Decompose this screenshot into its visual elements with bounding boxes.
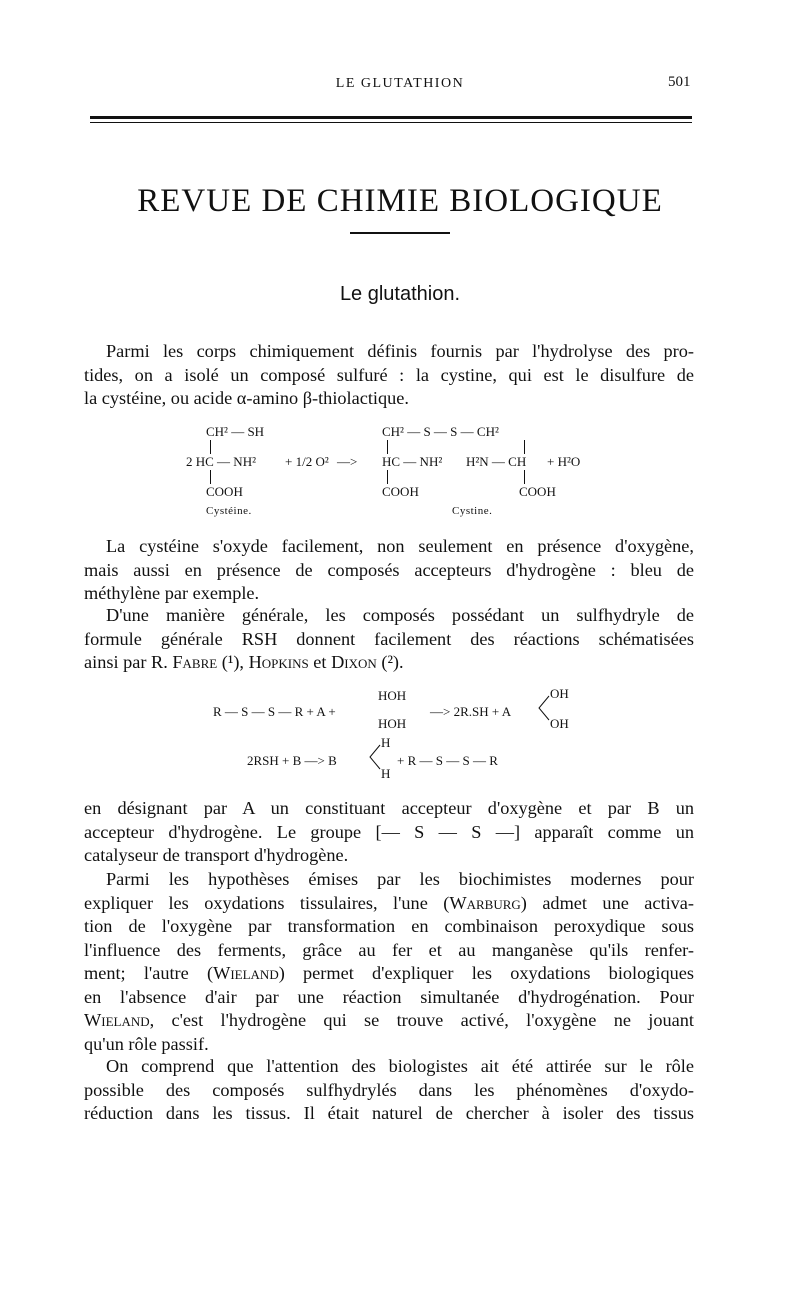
text-line	[84, 1009, 694, 1033]
text-line-citations	[84, 651, 694, 675]
text-line: mais aussi en présence de composés accepteurs d'hydrogène : bleu de	[84, 559, 694, 580]
running-header-title: LE GLUTATHION	[335, 76, 465, 91]
cystine-middle-left: HC — NH²	[382, 454, 443, 469]
text-line: Parmi les corps chimiquement définis fournis par l'hydrolyse des pro-	[106, 341, 694, 361]
equation-lhs: R — S — S — R + A +	[213, 704, 336, 719]
text-fragment: ) permet d'expliquer les oxydations biologiques	[278, 963, 694, 983]
paragraph-biologists	[84, 1055, 694, 1126]
citation-ref-1: (¹),	[217, 652, 249, 672]
article-title: Le glutathion.	[339, 283, 461, 305]
equation-lhs: 2RSH + B —> B	[247, 753, 337, 768]
text-line	[84, 892, 694, 916]
bond-line	[524, 470, 525, 484]
bond-line	[387, 440, 388, 454]
text-line: réduction dans les tissus. Il était naturel de chercher à isoler des tissus	[84, 1103, 694, 1123]
cystine-top: CH² — S — S — CH²	[382, 424, 499, 439]
text-fragment: ment; l'autre (	[84, 963, 214, 983]
header-rule-thin	[90, 122, 692, 123]
equation-rhs: —> 2R.SH + A	[430, 704, 512, 719]
text-line: formule générale RSH donnent facilement des réactions schématisées	[84, 628, 694, 649]
citation-ref-2: (²).	[376, 652, 404, 672]
text-fragment: expliquer les oxydations tissulaires, l'une (	[84, 892, 450, 913]
oh-bottom: OH	[550, 716, 569, 731]
text-line: méthylène par exemple.	[84, 583, 260, 603]
text-line: qu'un rôle passif.	[84, 1033, 209, 1054]
h-top: H	[381, 735, 391, 750]
text-fragment: ainsi par R.	[84, 652, 173, 672]
text-line: La cystéine s'oxyde facilement, non seulement en présence d'oxygène,	[106, 536, 694, 556]
bond-line	[210, 470, 211, 484]
text-line: Parmi les hypothèses émises par les biochimistes modernes pour	[106, 869, 694, 889]
bond-line	[387, 470, 388, 484]
label-cystine: Cystine.	[452, 505, 493, 517]
page-number: 501	[668, 74, 691, 90]
text-line: l'influence des ferments, grâce au fer et au manganèse qu'ils renfer-	[84, 939, 694, 960]
text-line: en désignant par A un constituant accepteur d'oxygène et par B un	[84, 798, 694, 818]
cooh-label: COOH	[519, 484, 556, 499]
label-cysteine: Cystéine.	[206, 505, 252, 517]
author-dixon: Dixon	[331, 652, 377, 672]
paragraph-rsh	[84, 604, 694, 675]
text-line	[84, 962, 694, 986]
text-line: On comprend que l'attention des biologistes ait été attirée sur le rôle	[106, 1056, 694, 1076]
paragraph-intro	[84, 340, 694, 411]
text-fragment: , c'est l'hydrogène qui se trouve activé, l'oxygène ne jouant	[149, 1010, 694, 1030]
branch-bracket	[368, 743, 382, 773]
text-line: accepteur d'hydrogène. Le groupe [— S — S —] apparaît comme un	[84, 821, 694, 842]
hoh-top: HOH	[378, 688, 407, 703]
cysteine-top: CH² — SH	[206, 424, 265, 439]
author-wieland: Wieland	[213, 963, 279, 983]
header-rule-thick	[90, 116, 692, 119]
author-hopkins: Hopkins	[248, 652, 309, 672]
bond-line	[524, 440, 525, 454]
text-line: catalyseur de transport d'hydrogène.	[84, 845, 349, 865]
cooh-label: COOH	[382, 484, 419, 499]
cysteine-middle: 2 HC — NH²	[186, 454, 256, 469]
text-line: la cystéine, ou acide α-amino β-thiolactique.	[84, 388, 409, 408]
text-line: en l'absence d'air par une réaction simultanée d'hydrogénation. Pour	[84, 986, 694, 1007]
equation-rhs: + R — S — S — R	[397, 753, 498, 768]
text-fragment: ) admet une activa-	[520, 892, 694, 913]
paragraph-designating	[84, 797, 694, 868]
hoh-bottom: HOH	[378, 716, 407, 731]
text-line: possible des composés sulfhydrylés dans les phénomènes d'oxydo-	[84, 1079, 694, 1100]
water-product: + H²O	[547, 454, 581, 469]
text-line: tides, on a isolé un composé sulfuré : la cystine, qui est le disulfure de	[84, 364, 694, 385]
paragraph-hypotheses	[84, 868, 694, 1056]
half-oxygen: + 1/2 O²	[285, 454, 329, 469]
text-line: tion de l'oxygène par transformation en combinaison peroxydique sous	[84, 916, 694, 936]
bond-line	[210, 440, 211, 454]
h-bottom: H	[381, 766, 391, 781]
author-warburg: Warburg	[449, 892, 521, 913]
text-line: D'une manière générale, les composés possédant un sulfhydryle de	[106, 605, 694, 625]
section-title-rule	[350, 232, 450, 234]
text-fragment: et	[308, 652, 332, 672]
cooh-label: COOH	[206, 484, 243, 499]
author-wieland: Wieland	[84, 1010, 150, 1030]
oh-top: OH	[550, 686, 569, 701]
reaction-arrow: —>	[337, 454, 358, 469]
author-fabre: Fabre	[172, 652, 218, 672]
paragraph-cysteine-oxidation	[84, 535, 694, 606]
section-title: REVUE DE CHIMIE BIOLOGIQUE	[137, 183, 663, 219]
branch-bracket	[537, 694, 551, 724]
cystine-middle-right: H²N — CH	[466, 454, 527, 469]
